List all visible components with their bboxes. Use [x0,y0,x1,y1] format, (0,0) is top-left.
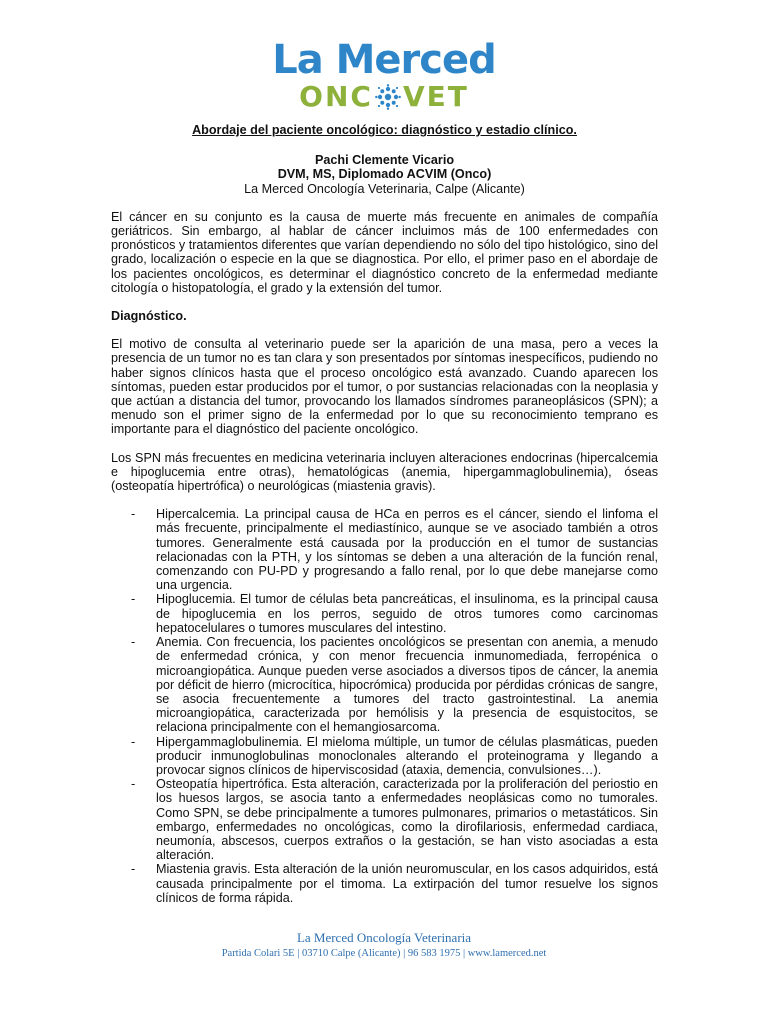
paragraph-2: Los SPN más frecuentes en medicina veterinaria incluyen alteraciones endocrinas (hipercalcemia e hipoglucemia entre otras), hematológicas (anemia, hipergammaglobulinemia), óseas (osteopatía hipertrófica) o neurológicas (miastenia gravis). [111,450,658,494]
bullet-dash: - [131,862,136,877]
list-item-text: Hipergammaglobulinemia. El mieloma múltiple, un tumor de células plasmáticas, pueden producir inmunoglobulinas monoclonales alterando el proteinograma y llegando a provocar signos clínicos de hiperviscosidad (ataxia, demencia, convulsiones…). [156,734,658,777]
bullet-dash: - [131,734,136,749]
list-item-text: Hipoglucemia. El tumor de células beta pancreáticas, el insulinoma, es la principal causa de hipoglucemia en los perros, seguido de otros tumores como carcinomas hepatocelulares o tumores musculares del intestino. [156,592,658,635]
logo-main-text: La Merced [272,37,496,83]
logo-sub-text [0,82,768,112]
bullet-dash: - [131,635,136,650]
bullet-dash: - [131,592,136,607]
list-item [111,592,658,635]
author-affiliation: La Merced Oncología Veterinaria, Calpe (Alicante) [244,181,525,196]
list-item-text: Osteopatía hipertrófica. Esta alteración, caracterizada por la proliferación del periostio en los huesos largos, se asocia tanto a enfermedades neoplásicas como no tumorales. Como SPN, se debe principalmente a tumores pulmonares, primarios o metastáticos. Sin embargo, enfermedades no oncológicas, como la dirofilariosis, enfermedad cardiaca, neumonía, abscesos, cuerpos extraños o la gestación, se han visto asociadas a esta alteración. [156,777,658,863]
list-item-text: Hipercalcemia. La principal causa de HCa en perros es el cáncer, siendo el linfoma el más frecuente, principalmente el mediastínico, aunque se ve asociado también a otros tumores. Generalmente está causada por la producción en el tumor de sustancias relacionadas con la PTH, y los síntomas se deben a una alteración de la función renal, comenzando con PU-PD y progresando a fallo renal, por lo que debe manejarse como una urgencia. [156,507,658,593]
intro-paragraph: El cáncer en su conjunto es la causa de muerte más frecuente en animales de compañía geriátricos. Sin embargo, al hablar de cáncer incluimos más de 100 enfermedades con pronósticos y tratamientos diferentes que varían dependiendo no sólo del tipo histológico, sino del grado, localización o especie en la que se diagnostica. Por ello, el primer paso en el abordaje de los pacientes oncológicos, es determinar el diagnóstico concreto de la enfermedad mediante citología o histopatología, el grado y la extensión del tumor. [111,209,658,295]
list-item [111,507,658,592]
bullet-dash: - [131,507,136,522]
footer-title: La Merced Oncología Veterinaria [296,930,472,945]
list-item [111,635,658,734]
section-heading: Diagnóstico. [111,309,187,324]
footer-contact: Partida Colari 5E | 03710 Calpe (Alicante) | 96 583 1975 | www.lamerced.net [221,948,547,959]
list-item [111,862,658,905]
author-block [111,153,658,196]
logo-sub-right: VET [402,80,469,113]
logo-sub-left: ONC [299,80,373,113]
spn-list [111,507,658,905]
author-degree: DVM, MS, Diplomado ACVIM (Onco) [277,167,492,182]
bullet-dash: - [131,777,136,792]
document-title: Abordaje del paciente oncológico: diagnóstico y estadio clínico. [192,123,577,137]
logo-dots-icon [375,84,401,110]
list-item [111,777,658,862]
logo [0,38,768,112]
footer [0,930,768,962]
paragraph-1: El motivo de consulta al veterinario puede ser la aparición de una masa, pero a veces la presencia de un tumor no es tan clara y son presentados por síntomas inespecíficos, pudiendo no haber signos clínicos hasta que el proceso oncológico está avanzado. Cuando aparecen los síntomas, pueden estar producidos por el tumor, o por sustancias relacionadas con la neoplasia y que actúan a distancia del tumor, provocando los llamados síndromes paraneoplásicos (SPN); a menudo son el primer signo de la enfermedad por lo que su reconocimiento temprano es importante para el diagnóstico del paciente oncológico. [111,337,658,437]
list-item-text: Anemia. Con frecuencia, los pacientes oncológicos se presentan con anemia, a menudo de enfermedad crónica, y con menor frecuencia inmunomediada, ferropénica o microangiopática. Aunque pueden verse asociados a diversos tipos de cáncer, la anemia por déficit de hierro (microcítica, hipocrómica) producida por pérdidas crónicas de sangre, se asocia frecuentemente a tumores del tracto gastrointestinal. La anemia microangiopática, caracterizada por hemólisis y la presencia de esquistocitos, se relaciona principalmente con el hemangiosarcoma. [156,635,658,735]
list-item-text: Miastenia gravis. Esta alteración de la unión neuromuscular, en los casos adquiridos, está causada principalmente por el timoma. La extirpación del tumor resuelve los signos clínicos de forma rápida. [156,862,658,905]
author-name: Pachi Clemente Vicario [314,153,455,168]
document-body [111,123,658,905]
list-item [111,735,658,778]
